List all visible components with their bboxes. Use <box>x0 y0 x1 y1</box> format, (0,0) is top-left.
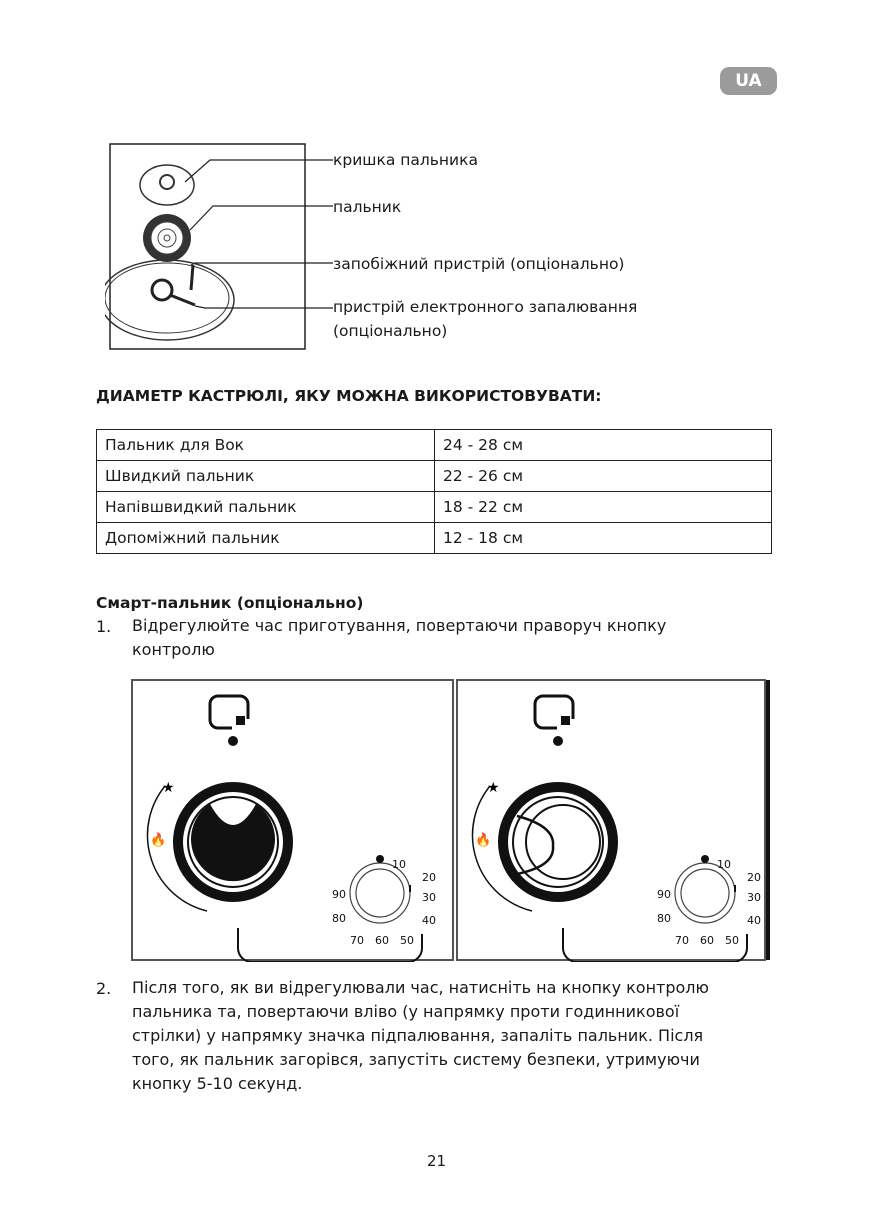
pot-diameter: 18 - 22 см <box>435 492 772 523</box>
burner-type: Допоміжний пальник <box>97 523 435 554</box>
text-line: пальника та, повертаючи вліво (у напрямку проти годинникової <box>132 1002 680 1021</box>
page-number: 21 <box>426 1152 447 1170</box>
burner-type: Напівшвидкий пальник <box>97 492 435 523</box>
step-1-text <box>132 614 666 662</box>
timer-label: 20 <box>422 871 436 884</box>
pot-diameter: 24 - 28 см <box>435 430 772 461</box>
smart-burner-title: Смарт-пальник (опціонально) <box>96 594 364 612</box>
table-row <box>97 430 772 461</box>
text-line: Після того, як ви відрегулювали час, натисніть на кнопку контролю <box>132 978 709 997</box>
timer-label: 50 <box>725 934 739 947</box>
text-line: контролю <box>132 640 215 659</box>
timer-label: 40 <box>422 914 436 927</box>
step-2-number: 2. <box>96 979 112 998</box>
knob-panel-left <box>148 696 422 962</box>
timer-label: 70 <box>675 934 689 947</box>
pot-diameter-table <box>96 429 772 554</box>
timer-label: 10 <box>392 858 406 871</box>
label-optional: (опціонально) <box>333 322 448 340</box>
step-1-number: 1. <box>96 617 112 636</box>
timer-label: 80 <box>657 912 671 925</box>
knob-grip-left <box>191 804 275 881</box>
timer-label: 90 <box>332 888 346 901</box>
burner-icon <box>143 214 191 262</box>
pot-diameter: 12 - 18 см <box>435 523 772 554</box>
timer-label: 30 <box>422 891 436 904</box>
timer-label: 30 <box>747 891 761 904</box>
timer-label: 50 <box>400 934 414 947</box>
text-line: того, як пальник загорівся, запустіть систему безпеки, утримуючи <box>132 1050 700 1069</box>
burner-base-icon <box>105 260 234 340</box>
section-heading: ДИАМЕТР КАСТРЮЛІ, ЯКУ МОЖНА ВИКОРИСТОВУВАТИ: <box>96 387 602 405</box>
step-2-text <box>132 976 709 1096</box>
pot-diameter: 22 - 26 см <box>435 461 772 492</box>
control-knob-illustrations <box>130 676 770 962</box>
language-badge: UA <box>720 67 777 95</box>
burner-type: Пальник для Вок <box>97 430 435 461</box>
label-burner-cap: кришка пальника <box>333 151 478 169</box>
text-line: кнопку 5-10 секунд. <box>132 1074 303 1093</box>
knob-panel-right <box>473 696 747 962</box>
burner-cap-icon <box>140 165 194 205</box>
timer-label: 20 <box>747 871 761 884</box>
text-line: Відрегулюйте час приготування, повертаючи праворуч кнопку <box>132 616 667 635</box>
text-line: стрілки) у напрямку значка підпалювання, запаліть пальник. Після <box>132 1026 704 1045</box>
burner-type: Швидкий пальник <box>97 461 435 492</box>
timer-label: 60 <box>700 934 714 947</box>
label-safety-device: запобіжний пристрій (опціонально) <box>333 255 625 273</box>
timer-scale-right <box>657 858 761 947</box>
timer-label: 70 <box>350 934 364 947</box>
table-row <box>97 523 772 554</box>
timer-label: 40 <box>747 914 761 927</box>
timer-label: 60 <box>375 934 389 947</box>
table-row <box>97 461 772 492</box>
label-burner: пальник <box>333 198 402 216</box>
timer-label: 90 <box>657 888 671 901</box>
table-row <box>97 492 772 523</box>
timer-scale-left <box>332 858 436 947</box>
timer-label: 80 <box>332 912 346 925</box>
burner-diagram <box>105 140 345 355</box>
label-ignition-device: пристрій електронного запалювання <box>333 298 638 316</box>
timer-label: 10 <box>717 858 731 871</box>
